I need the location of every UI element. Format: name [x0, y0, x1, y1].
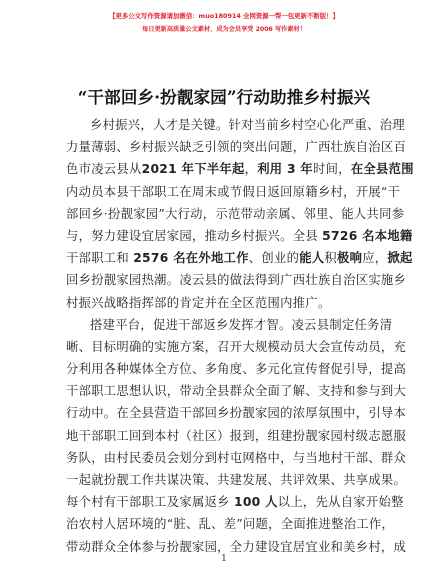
body-text: 部回乡·扮靓家园”大行动，示范带动亲属、邻里、能人共同参 [66, 206, 405, 221]
body-text-line [66, 292, 388, 314]
body-text: 、创业的 [248, 251, 300, 266]
body-text: 以上，先从自家开始整 [277, 495, 404, 510]
body-text: 务队，由村民委员会划分到村屯网格中，与当地村干部、群众 [66, 450, 407, 465]
body-text: 治农村人居环境的“脏、乱、差”问题，全面推进整治工作， [66, 517, 395, 532]
body-text-line [66, 314, 393, 336]
emphasis-text: 掀起 [387, 251, 413, 266]
body-text: 色市凌云县从 [66, 162, 142, 177]
body-text-line [66, 136, 407, 158]
emphasis-text: 100 人 [233, 495, 278, 510]
promo-banner-line-2: 每日更新高质量公文素材，成为会员享受 2006 写作素材！ [142, 26, 306, 33]
body-text-line [66, 336, 407, 358]
body-text: 村振兴战略指挥部的肯定并在全区范围内推广。 [66, 295, 331, 310]
body-text: 干部职工和 [66, 251, 134, 266]
body-text: 搭建平台，促进干部返乡发挥才智。凌云县制定任务清 [90, 317, 393, 332]
emphasis-text: 在全县范围 [350, 162, 414, 177]
body-text: 内动员本县干部职工在周末或节假日返回原籍乡村，开展“干 [66, 184, 401, 199]
body-text: 每个村有干部职工及家属返乡 [66, 495, 234, 510]
body-text-line [66, 114, 405, 136]
body-text-line [66, 225, 413, 247]
emphasis-text: 利用 3 年 [257, 162, 314, 177]
emphasis-text: 5726 名本地籍 [322, 228, 413, 243]
body-text: 干部职工思想认识，带动全县群众全面了解、支持和参与到大 [66, 384, 407, 399]
body-text: 一起就扮靓工作共谋决策、共建发展、共评效果、共享成果。 [66, 473, 407, 487]
body-text: 回乡扮靓家园热潮。凌云县的做法得到广西壮族自治区实施乡 [66, 273, 407, 288]
body-text-line [66, 380, 407, 402]
document-body [66, 114, 414, 558]
body-text: 积 [324, 251, 337, 266]
body-text-line [66, 203, 405, 225]
body-text-line [66, 358, 407, 380]
body-text-line [66, 402, 407, 424]
body-text: 分利用各种媒体全方位、多角度、多元化宣传督促引导，提高 [66, 362, 407, 377]
body-text-line [66, 181, 401, 203]
document-title: “干部回乡·扮靓家园”行动助推乡村振兴 [77, 88, 371, 107]
body-text: 力量薄弱、乡村振兴缺乏引领的突出问题，广西壮族自治区百 [66, 140, 407, 155]
body-text-line [66, 491, 404, 513]
body-text-line [66, 447, 407, 469]
body-text-line [66, 425, 407, 447]
emphasis-text: 2021 年下半年起 [141, 162, 245, 177]
body-text-line [66, 158, 414, 180]
body-text: 带动群众全体参与扮靓家园，全力建设宜居宜业和美乡村，成 [66, 539, 407, 554]
body-text: 与，努力建设宜居家园，推动乡村振兴。全县 [66, 228, 323, 243]
body-text: 应， [362, 251, 388, 266]
body-text: 晰、目标明确的实施方案，召开大规模动员大会宣传动员，充 [66, 339, 407, 354]
emphasis-text: 2576 名在外地工作 [133, 251, 249, 266]
promo-banner-line-1: 【更多公文写作资源请加微信：muo180914 全网资源一帮一包更新不断版！】 [109, 12, 339, 20]
body-text-line [66, 269, 407, 291]
emphasis-text: 极响 [337, 251, 363, 266]
body-text: ， [244, 162, 258, 177]
body-text-line [66, 469, 407, 491]
body-text: 地干部职工回到本村（社区）报到，组建扮靓家园村级志愿服 [66, 428, 407, 443]
emphasis-text: 能人 [299, 251, 325, 266]
body-text: 时间， [313, 162, 351, 177]
body-text-line [66, 247, 413, 269]
body-text-line [66, 513, 395, 535]
body-text: 行动中。在全县营造干部回乡扮靓家园的浓厚氛围中，引导本 [66, 406, 407, 421]
body-text: 乡村振兴，人才是关键。针对当前乡村空心化严重、治理 [90, 118, 405, 132]
page-number: 1 [221, 554, 227, 564]
